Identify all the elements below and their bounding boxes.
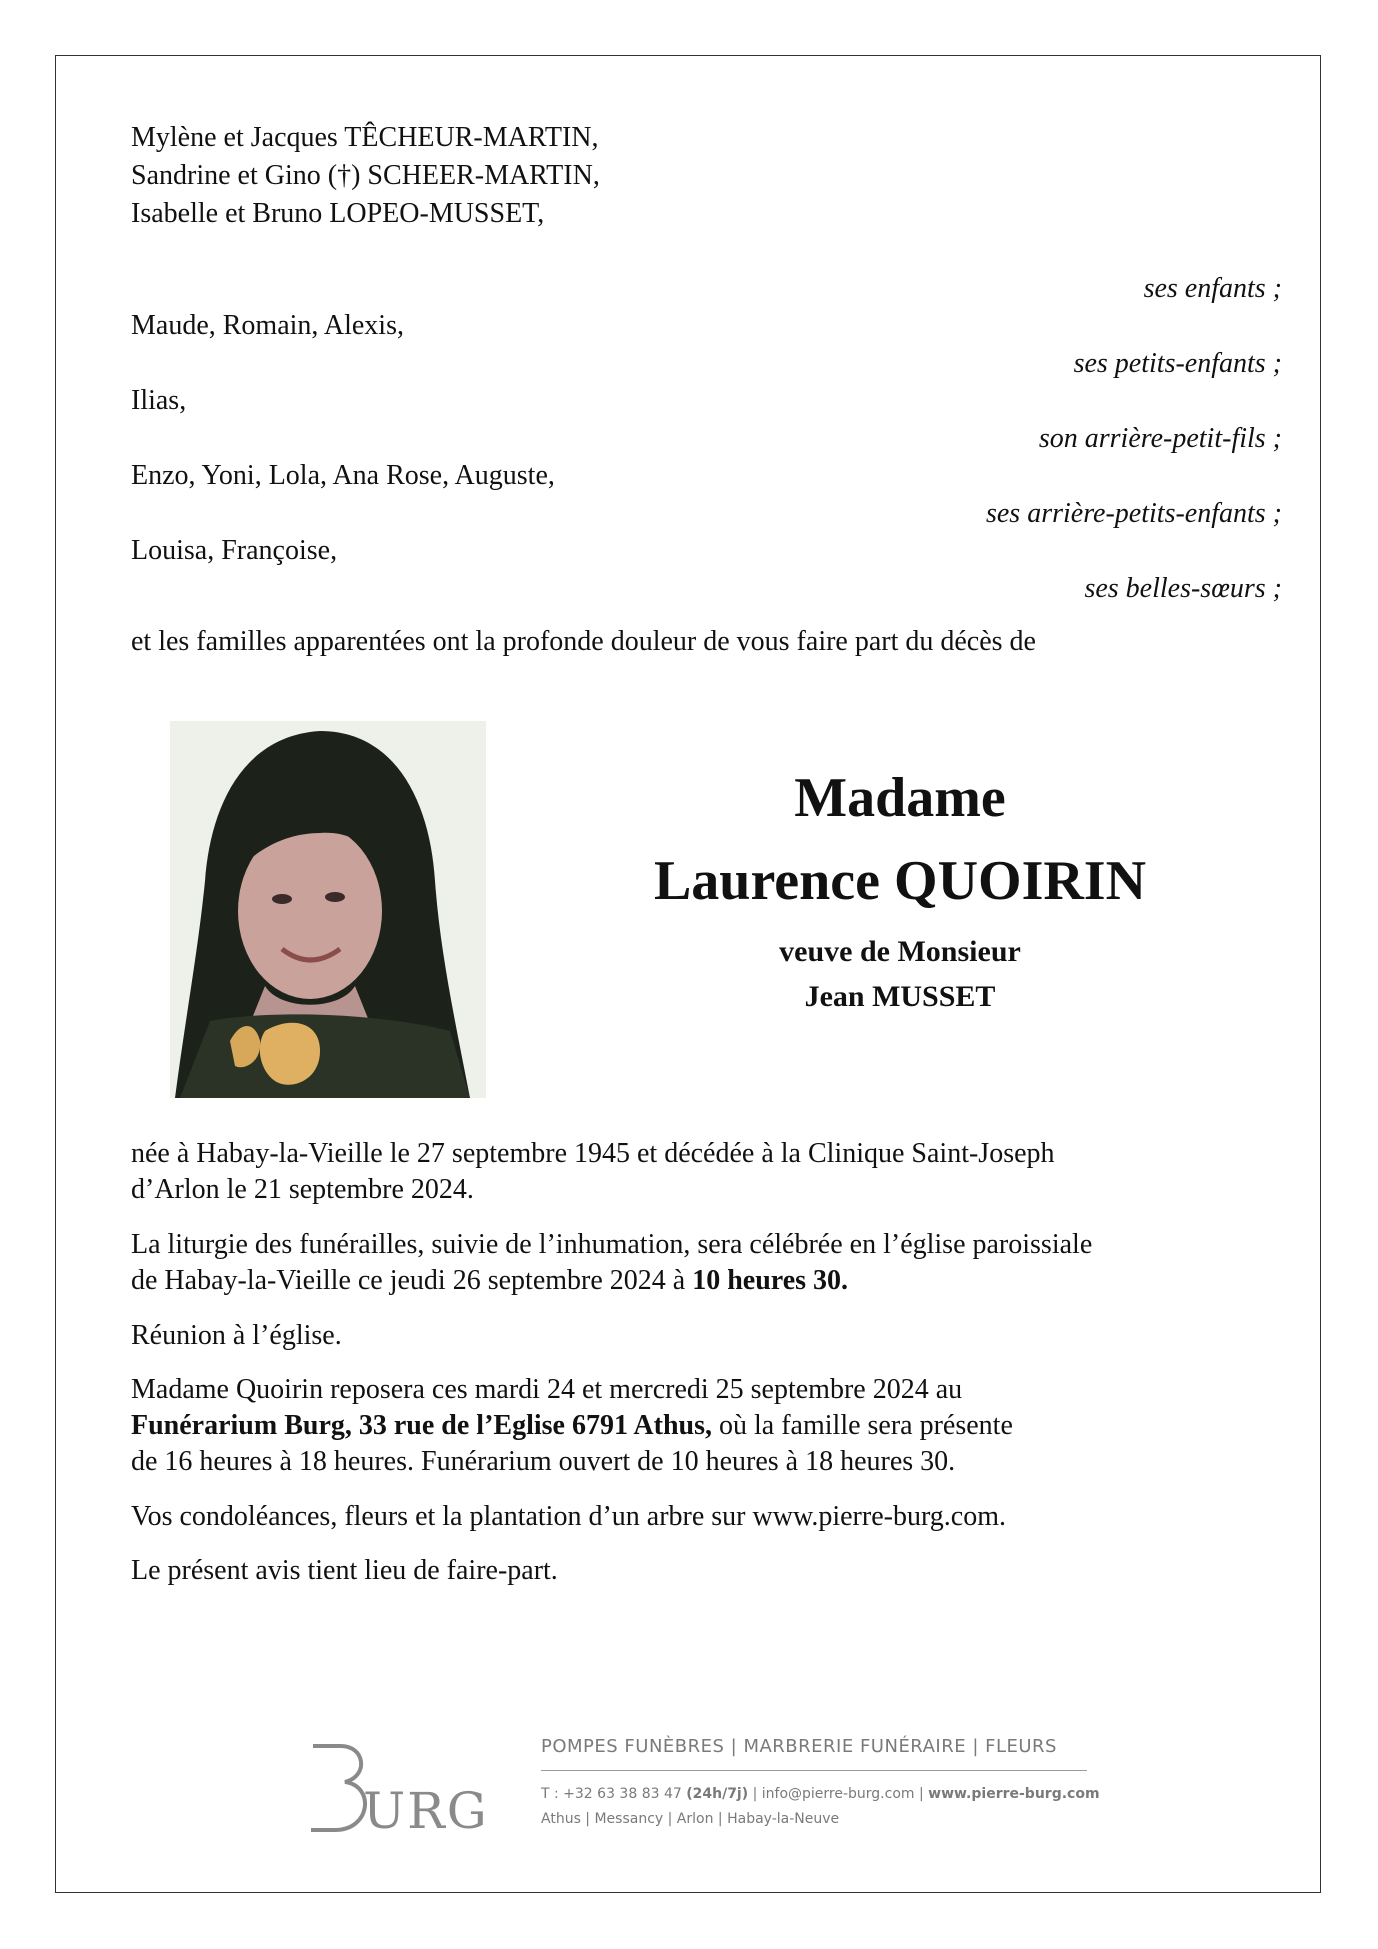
- footer-phone: T : +32 63 38 83 47: [541, 1786, 687, 1802]
- condolences-text: Vos condoléances, fleurs et la plantation d’un arbre sur www.pierre-burg.com.: [131, 1501, 1006, 1532]
- widow-line-1: veuve de Monsieur: [779, 935, 1021, 968]
- rest-line-1: Madame Quoirin reposera ces mardi 24 et mercredi 25 septembre 2024 au: [131, 1374, 963, 1405]
- announcement-text: et les familles apparentées ont la profonde douleur de vous faire part du décès de: [131, 626, 1036, 657]
- footer-contact: [541, 1786, 1100, 1802]
- grandchildren-names: Maude, Romain, Alexis,: [131, 310, 404, 341]
- relation-great-grandson: son arrière-petit-fils ;: [1038, 423, 1282, 454]
- reunion-text: Réunion à l’église.: [131, 1320, 342, 1351]
- notice-text: Le présent avis tient lieu de faire-part.: [131, 1555, 558, 1586]
- footer-website: www.pierre-burg.com: [928, 1786, 1100, 1802]
- liturgy-time: 10 heures 30.: [692, 1265, 849, 1296]
- footer-divider: [541, 1770, 1087, 1771]
- liturgy-line-1: La liturgie des funérailles, suivie de l’inhumation, sera célébrée en l’église paroissiale: [131, 1229, 1093, 1260]
- rest-line-3: de 16 heures à 18 heures. Funérarium ouvert de 10 heures à 18 heures 30.: [131, 1446, 956, 1477]
- portrait-photo: [170, 721, 486, 1098]
- relation-grandchildren: ses petits-enfants ;: [1073, 348, 1282, 379]
- deceased-title: Madame: [794, 767, 1006, 829]
- relation-sisters-in-law: ses belles-sœurs ;: [1084, 573, 1282, 604]
- relation-great-grandchildren: ses arrière-petits-enfants ;: [985, 498, 1282, 529]
- rest-line-2-text: où la famille sera présente: [712, 1410, 1013, 1441]
- deceased-name: Laurence QUOIRIN: [653, 850, 1147, 912]
- sisters-in-law-names: Louisa, Françoise,: [131, 535, 338, 566]
- birth-death-line-1: née à Habay-la-Vieille le 27 septembre 1945 et décédée à la Clinique Saint-Joseph: [131, 1138, 1055, 1169]
- children-line-3: Isabelle et Bruno LOPEO-MUSSET,: [131, 198, 545, 229]
- footer-services: POMPES FUNÈBRES | MARBRERIE FUNÉRAIRE | FLEURS: [541, 1736, 1057, 1757]
- children-line-1: Mylène et Jacques TÊCHEUR-MARTIN,: [131, 122, 599, 153]
- footer-email: | info@pierre-burg.com |: [748, 1786, 929, 1802]
- rest-line-2: [131, 1408, 1013, 1444]
- birth-death-line-2: d’Arlon le 21 septembre 2024.: [131, 1174, 474, 1205]
- footer-locations: Athus | Messancy | Arlon | Habay-la-Neuve: [541, 1811, 840, 1827]
- liturgy-line-2: [131, 1263, 848, 1299]
- children-line-2: Sandrine et Gino (†) SCHEER-MARTIN,: [131, 160, 600, 191]
- funerarium-address: Funérarium Burg, 33 rue de l’Eglise 6791 Athus,: [131, 1410, 713, 1441]
- svg-text:URG: URG: [363, 1782, 489, 1836]
- relation-children: ses enfants ;: [1143, 273, 1282, 304]
- burg-logo: [305, 1738, 495, 1836]
- liturgy-line-2-text: de Habay-la-Vieille ce jeudi 26 septembre 2024 à: [131, 1265, 693, 1296]
- footer-hours: (24h/7j): [686, 1786, 749, 1802]
- widow-line-2: Jean MUSSET: [804, 980, 996, 1013]
- great-grandchildren-names: Enzo, Yoni, Lola, Ana Rose, Auguste,: [131, 460, 555, 491]
- great-grandson-name: Ilias,: [131, 385, 187, 416]
